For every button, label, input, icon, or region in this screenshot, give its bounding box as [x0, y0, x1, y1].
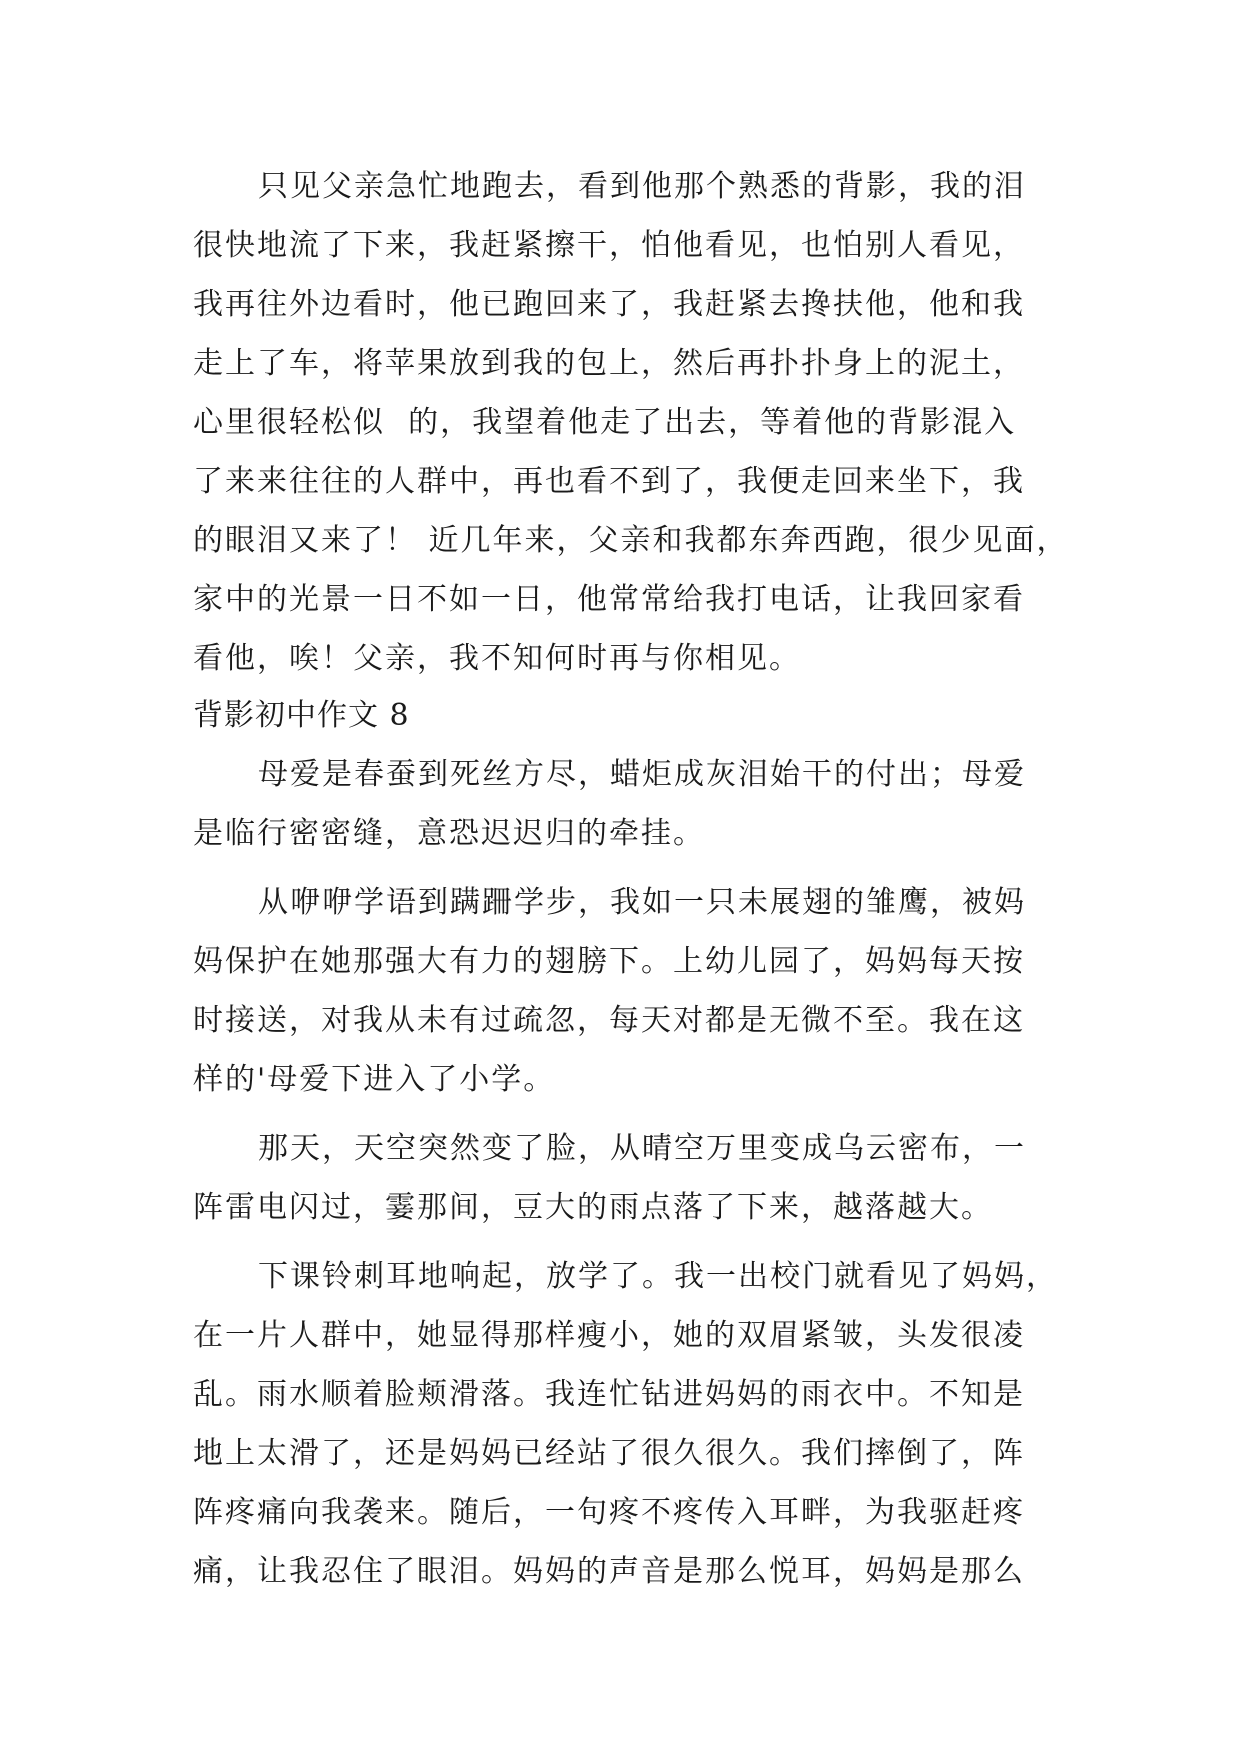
text-line: 时接送，对我从未有过疏忽，每天对都是无微不至。我在这 [193, 1003, 1025, 1038]
text-line: 妈保护在她那强大有力的翅膀下。上幼儿园了，妈妈每天按 [193, 944, 1025, 979]
text-line: 痛，让我忍住了眼泪。妈妈的声音是那么悦耳，妈妈是那么 [193, 1554, 1025, 1589]
text-line: 我再往外边看时，他已跑回来了，我赶紧去搀扶他，他和我 [193, 287, 1025, 322]
text-line: 阵雷电闪过，霎那间，豆大的雨点落了下来，越落越大。 [193, 1190, 993, 1225]
section-heading: 背影初中作文 8 [193, 698, 410, 733]
text-line: 从咿咿学语到蹒跚学步，我如一只未展翅的雏鹰，被妈 [258, 885, 1026, 920]
text-line: 家中的光景一日不如一日，他常常给我打电话，让我回家看 [193, 582, 1025, 617]
text-line: 走上了车，将苹果放到我的包上，然后再扑扑身上的泥土， [193, 346, 1025, 381]
text-line: 那天，天空突然变了脸，从晴空万里变成乌云密布，一 [258, 1131, 1026, 1166]
text-line: 只见父亲急忙地跑去，看到他那个熟悉的背影，我的泪 [258, 169, 1026, 204]
text-line: 地上太滑了，还是妈妈已经站了很久很久。我们摔倒了，阵 [193, 1436, 1025, 1471]
text-line: 心里很轻松似 的，我望着他走了出去，等着他的背影混入 [193, 405, 1017, 440]
text-line: 是临行密密缝，意恐迟迟归的牵挂。 [193, 816, 705, 851]
text-line: 样的'母爱下进入了小学。 [193, 1062, 556, 1097]
text-line: 在一片人群中，她显得那样瘦小，她的双眉紧皱，头发很凌 [193, 1318, 1025, 1353]
text-line: 的眼泪又来了！ 近几年来，父亲和我都东奔西跑，很少见面， [193, 523, 1069, 558]
text-line: 了来来往往的人群中，再也看不到了，我便走回来坐下，我 [193, 464, 1025, 499]
text-line: 母爱是春蚕到死丝方尽，蜡炬成灰泪始干的付出；母爱 [258, 757, 1026, 792]
text-line: 看他，唉！父亲，我不知何时再与你相见。 [193, 641, 801, 676]
text-line: 下课铃刺耳地响起，放学了。我一出校门就看见了妈妈， [258, 1259, 1058, 1294]
text-line: 很快地流了下来，我赶紧擦干，怕他看见，也怕别人看见， [193, 228, 1025, 263]
text-line: 乱。雨水顺着脸颊滑落。我连忙钻进妈妈的雨衣中。不知是 [193, 1377, 1025, 1412]
text-line: 阵疼痛向我袭来。随后，一句疼不疼传入耳畔，为我驱赶疼 [193, 1495, 1025, 1530]
